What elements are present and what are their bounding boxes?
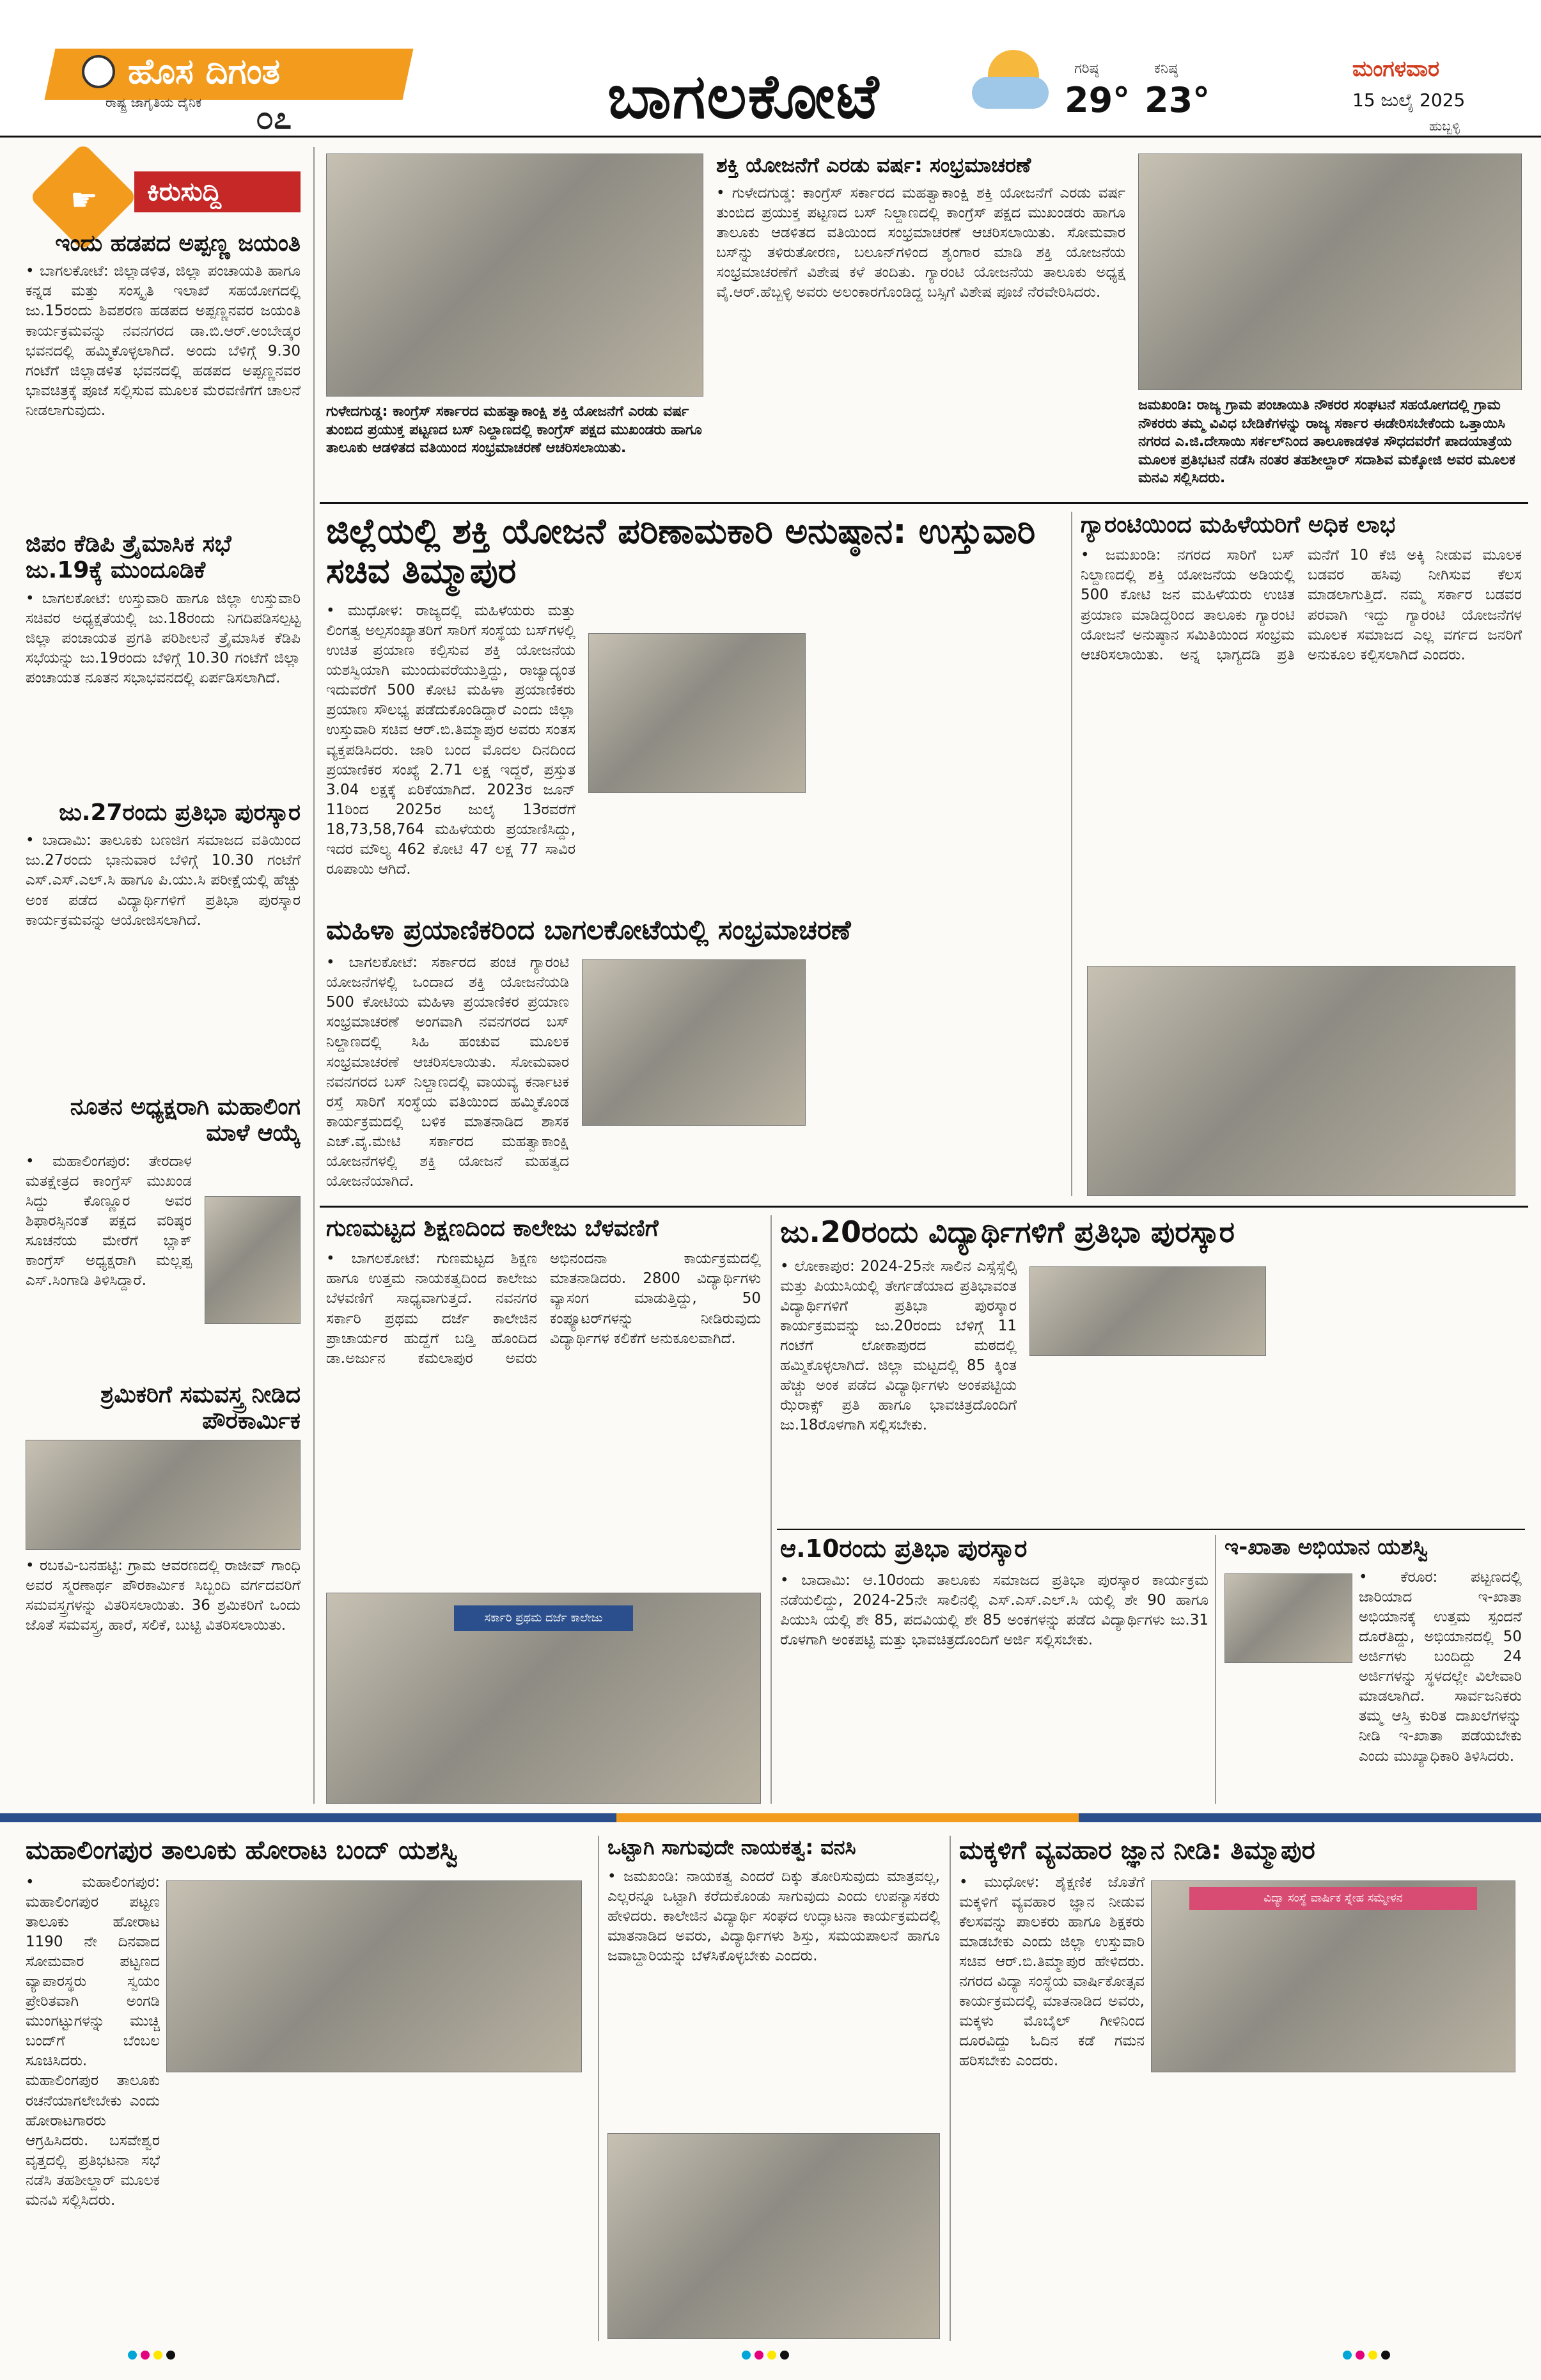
brief-body: • ಬಾಗಲಕೋಟೆ: ಉಸ್ತುವಾರಿ ಹಾಗೂ ಜಿಲ್ಲಾ ಉಸ್ತುವಾರಿ ಸಚಿವರ ಅಧ್ಯಕ್ಷತೆಯಲ್ಲಿ ಜು.18ರಂದು ನಿಗದಿಪಡಿಸಲ್ಪಟ್ಟ ಜಿಲ್ಲಾ ಪಂಚಾಯತ ಪ್ರಗತಿ ಪರಿಶೀಲನೆ ತ್ರೈಮಾಸಿಕ ಕೆಡಿಪಿ ಸಭೆಯನ್ನು ಜು.19ರಂದು ಬೆಳಿಗ್ಗೆ 10.30 ಗಂಟೆಗೆ ಜಿಲ್ಲಾ ಪಂಚಾಯತ ನೂತನ ಸಭಾಭವನದಲ್ಲಿ ಏರ್ಪಡಿಸಲಾಗಿದೆ.	[26, 590, 301, 686]
min-temp: 23°	[1145, 80, 1210, 120]
logo-emblem	[82, 55, 115, 88]
print-place: ಹುಬ್ಬಳ್ಳಿ	[1429, 118, 1460, 134]
section-rule	[777, 1529, 1525, 1530]
ekhata-photo	[1224, 1573, 1352, 1663]
brief-headline: ಇಂದು ಹಡಪದ ಅಪ್ಪಣ್ಣ ಜಯಂತಿ	[55, 230, 301, 256]
max-temp-label: ಗರಿಷ್ಠ	[1074, 61, 1099, 77]
brief-2	[26, 531, 301, 793]
bandh-protest-photo	[166, 1880, 582, 2072]
column-divider	[598, 1836, 599, 2341]
brief-body: • ರಬಕವಿ-ಬನಹಟ್ಟಿ: ಗ್ರಾಮ ಆವರಣದಲ್ಲಿ ರಾಜೀವ್ ಗಾಂಧಿ ಅವರ ಸ್ಮರಣಾರ್ಥ ಪೌರಕಾರ್ಮಿಕ ಸಿಬ್ಬಂದಿ ವರ್ಗದವರಿಗೆ ಸಮವಸ್ತ್ರಗಳನ್ನು ವಿತರಿಸಲಾಯಿತು. 36 ಶ್ರಮಿಕರಿಗೆ ಒಂದು ಜೊತೆ ಸಮವಸ್ತ್ರ, ಹಾರೆ, ಸಲಿಕೆ, ಬುಟ್ಟಿ ವಿತರಿಸಲಾಯಿತು.	[26, 1557, 301, 1634]
story-body: • ಕೆರೂರ: ಪಟ್ಟಣದಲ್ಲಿ ಜಾರಿಯಾದ ಇ-ಖಾತಾ ಅಭಿಯಾನಕ್ಕೆ ಉತ್ತಮ ಸ್ಪಂದನೆ ದೊರೆತಿದ್ದು, ಅಭಿಯಾನದಲ್ಲಿ 50 ಅರ್ಜಿಗಳು ಬಂದಿದ್ದು 24 ಅರ್ಜಿಗಳನ್ನು ಸ್ಥಳದಲ್ಲೇ ವಿಲೇವಾರಿ ಮಾಡಲಾಗಿದೆ. ಸಾರ್ವಜನಿಕರು ತಮ್ಮ ಆಸ್ತಿ ಕುರಿತ ದಾಖಲೆಗಳನ್ನು ನೀಡಿ ಇ-ಖಾತಾ ಪಡೆಯಬೇಕು ಎಂದು ಮುಖ್ಯಾಧಿಕಾರಿ ತಿಳಿಸಿದರು.	[1359, 1569, 1522, 1765]
uniform-distribution-photo	[26, 1440, 301, 1550]
story-headline: ಗ್ಯಾರಂಟಿಯಿಂದ ಮಹಿಳೆಯರಿಗೆ ಅಧಿಕ ಲಾಭ	[1081, 512, 1396, 538]
story-body: • ಮಹಾಲಿಂಗಪುರ: ಮಹಾಲಿಂಗಪುರ ಪಟ್ಟಣ ತಾಲೂಕು ಹೋರಾಟ 1190 ನೇ ದಿನವಾದ ಸೋಮವಾರ ಪಟ್ಟಣದ ವ್ಯಾಪಾರಸ್ಥರು ಸ್ವಯಂ ಪ್ರೇರಿತವಾಗಿ ಅಂಗಡಿ ಮುಂಗಟ್ಟುಗಳನ್ನು ಮುಚ್ಚಿ ಬಂದ್‌ಗೆ ಬೆಂಬಲ ಸೂಚಿಸಿದರು. ಮಹಾಲಿಂಗಪುರ ತಾಲೂಕು ರಚನೆಯಾಗಲೇಬೇಕು ಎಂದು ಹೋರಾಟಗಾರರು ಆಗ್ರಹಿಸಿದರು. ಬಸವೇಶ್ವರ ವೃತ್ತದಲ್ಲಿ ಪ್ರತಿಭಟನಾ ಸಭೆ ನಡೆಸಿ ತಹಶೀಲ್ದಾರ್ ಮೂಲಕ ಮನವಿ ಸಲ್ಲಿಸಿದರು.	[26, 1874, 160, 2209]
color-bar	[0, 1813, 1541, 1822]
brief-headline: ಶ್ರಮಿಕರಿಗೆ ಸಮವಸ್ತ್ರ ನೀಡಿದ ಪೌರಕಾರ್ಮಿಕ	[100, 1382, 301, 1435]
story-body: • ಜಮಖಂಡಿ: ನಾಯಕತ್ವ ಎಂದರೆ ದಿಕ್ಕು ತೋರಿಸುವುದು ಮಾತ್ರವಲ್ಲ, ಎಲ್ಲರನ್ನೂ ಒಟ್ಟಾಗಿ ಕರೆದುಕೊಂಡು ಸಾಗುವುದು ಎಂದು ಉಪನ್ಯಾಸಕರು ಹೇಳಿದರು. ಕಾಲೇಜಿನ ವಿದ್ಯಾರ್ಥಿ ಸಂಘದ ಉದ್ಘಾಟನಾ ಕಾರ್ಯಕ್ರಮದಲ್ಲಿ ಮಾತನಾಡಿದ ಅವರು, ವಿದ್ಯಾರ್ಥಿಗಳು ಶಿಸ್ತು, ಸಮಯಪಾಲನೆ ಹಾಗೂ ಜವಾಬ್ದಾರಿಯನ್ನು ಬೆಳೆಸಿಕೊಳ್ಳಬೇಕು ಎಂದರು.	[607, 1868, 940, 1964]
column-divider	[1071, 512, 1072, 1196]
story-headline: ಆ.10ರಂದು ಪ್ರತಿಭಾ ಪುರಸ್ಕಾರ	[780, 1535, 1028, 1563]
story-headline: ಗುಣಮಟ್ಟದ ಶಿಕ್ಷಣದಿಂದ ಕಾಲೇಜು ಬೆಳವಣಿಗೆ	[326, 1215, 659, 1241]
lead-body: • ಮುಧೋಳ: ರಾಜ್ಯದಲ್ಲಿ ಮಹಿಳೆಯರು ಮತ್ತು ಲಿಂಗತ್ವ ಅಲ್ಪಸಂಖ್ಯಾತರಿಗೆ ಸಾರಿಗೆ ಸಂಸ್ಥೆಯ ಬಸ್‌ಗಳಲ್ಲಿ ಉಚಿತ ಪ್ರಯಾಣ ಕಲ್ಪಿಸುವ ಶಕ್ತಿ ಯೋಜನೆಯ ಯಶಸ್ವಿಯಾಗಿ ಮುಂದುವರೆಯುತ್ತಿದ್ದು, ರಾಜ್ಯಾದ್ಯಂತ ಇದುವರೆಗೆ 500 ಕೋಟಿ ಮಹಿಳಾ ಪ್ರಯಾಣಿಕರು ಪ್ರಯಾಣ ಸೌಲಭ್ಯ ಪಡೆದುಕೊಂಡಿದ್ದಾರೆ ಎಂದು ಜಿಲ್ಲಾ ಉಸ್ತುವಾರಿ ಸಚಿವ ಆರ್.ಬಿ.ತಿಮ್ಮಾಪುರ ಅವರು ಸಂತಸ ವ್ಯಕ್ತಪಡಿಸಿದರು. ಜಾರಿ ಬಂದ ಮೊದಲ ದಿನದಿಂದ ಪ್ರಯಾಣಿಕರ ಸಂಖ್ಯೆ 2.71 ಲಕ್ಷ ಇದ್ದರೆ, ಪ್ರಸ್ತುತ 3.04 ಲಕ್ಷಕ್ಕೆ ಏರಿಕೆಯಾಗಿದೆ. 2023ರ ಜೂನ್ 11ರಿಂದ 2025ರ ಜುಲೈ 13ರವರೆಗೆ 18,73,58,764 ಮಹಿಳೆಯರು ಪ್ರಯಾಣಿಸಿದ್ದು, ಇದರ ಮೌಲ್ಯ 462 ಕೋಟಿ 47 ಲಕ್ಷ 77 ಸಾವಿರ ರೂಪಾಯಿ ಆಗಿದೆ.	[326, 603, 575, 878]
page-number: ೦೭	[256, 99, 292, 136]
weekday: ಮಂಗಳವಾರ	[1352, 56, 1440, 82]
shakti-bus-photo	[326, 154, 703, 397]
brief-4	[26, 1094, 301, 1375]
story-headline: ಮಹಿಳಾ ಪ್ರಯಾಣಿಕರಿಂದ ಬಾಗಲಕೋಟೆಯಲ್ಲಿ ಸಂಭ್ರಮಾಚರಣೆ	[326, 915, 851, 945]
story-headline: ಮಹಾಲಿಂಗಪುರ ತಾಲೂಕು ಹೋರಾಟ ಬಂದ್ ಯಶಸ್ವಿ	[26, 1836, 458, 1865]
hand-icon: ☛	[70, 182, 98, 218]
column-divider	[1215, 1535, 1216, 1804]
ju20-story	[780, 1215, 1522, 1522]
top-right-caption: ಜಮಖಂಡಿ: ರಾಜ್ಯ ಗ್ರಾಮ ಪಂಚಾಯಿತಿ ನೌಕರರ ಸಂಘಟನೆ ಸಹಯೋಗದಲ್ಲಿ ಗ್ರಾಮ ನೌಕರರು ತಮ್ಮ ವಿವಿಧ ಬೇಡಿಕೆಗಳನ್ನು ರಾಜ್ಯ ಸರ್ಕಾರ ಈಡೇರಿಸಬೇಕೆಂದು ಒತ್ತಾಯಿಸಿ ನಗರದ ಎ.ಜಿ.ದೇಸಾಯಿ ಸರ್ಕಲ್‌ನಿಂದ ತಾಲೂಕಾಡಳಿತ ಸೌಧದವರೆಗೆ ಪಾದಯಾತ್ರೆಯ ಮೂಲಕ ಪ್ರತಿಭಟನೆ ನಡೆಸಿ ನಂತರ ತಹಶೀಲ್ದಾರ್ ಸದಾಶಿವ ಮಕ್ಕೋಜಿ ಅವರ ಮೂಲಕ ಮನವಿ ಸಲ್ಲಿಸಿದರು.	[1138, 397, 1515, 487]
story-body: • ಬಾಗಲಕೋಟೆ: ಸರ್ಕಾರದ ಪಂಚ ಗ್ಯಾರಂಟಿ ಯೋಜನೆಗಳಲ್ಲಿ ಒಂದಾದ ಶಕ್ತಿ ಯೋಜನೆಯಡಿ 500 ಕೋಟಿಯ ಮಹಿಳಾ ಪ್ರಯಾಣಿಕರ ಪ್ರಯಾಣ ಸಂಭ್ರಮಾಚರಣೆ ಅಂಗವಾಗಿ ನವನಗರದ ಬಸ್ ನಿಲ್ದಾಣದಲ್ಲಿ ಸಿಹಿ ಹಂಚುವ ಮೂಲಕ ಸಂಭ್ರಮಾಚರಣೆ ಆಚರಿಸಲಾಯಿತು. ಸೋಮವಾರ ನವನಗರದ ಬಸ್ ನಿಲ್ದಾಣದಲ್ಲಿ ವಾಯವ್ಯ ಕರ್ನಾಟಕ ರಸ್ತೆ ಸಾರಿಗೆ ಸಂಸ್ಥೆಯ ವತಿಯಿಂದ ಹಮ್ಮಿಕೊಂಡ ಕಾರ್ಯಕ್ರಮದಲ್ಲಿ ಬಳಿಕ ಮಾತನಾಡಿದ ಶಾಸಕ ಎಚ್.ವೈ.ಮೇಟಿ ಸರ್ಕಾರದ ಮಹತ್ವಾಕಾಂಕ್ಷಿ ಯೋಜನೆಗಳಲ್ಲಿ ಶಕ್ತಿ ಯೋಜನೆ ಮಹತ್ವದ ಯೋಜನೆಯಾಗಿದೆ.	[326, 954, 569, 1190]
aa10-story	[780, 1535, 1209, 1804]
story-headline: ಇ-ಖಾತಾ ಅಭಿಯಾನ ಯಶಸ್ವಿ	[1224, 1535, 1428, 1560]
students-photo	[1029, 1266, 1266, 1356]
protest-photo	[1138, 154, 1522, 390]
guarantee-story	[1081, 512, 1522, 959]
top-left-caption: ಗುಳೇದಗುಡ್ಡ: ಕಾಂಗ್ರೆಸ್ ಸರ್ಕಾರದ ಮಹತ್ವಾಕಾಂಕ್ಷಿ ಶಕ್ತಿ ಯೋಜನೆಗೆ ಎರಡು ವರ್ಷ ತುಂಬಿದ ಪ್ರಯುಕ್ತ ಪಟ್ಟಣದ ಬಸ್ ನಿಲ್ದಾಣದಲ್ಲಿ ಕಾಂಗ್ರೆಸ್ ಪಕ್ಷದ ಮುಖಂಡರು ಹಾಗೂ ತಾಲೂಕು ಆಡಳಿತದ ವತಿಯಿಂದ ಸಂಭ್ರಮಾಚರಣೆ ಆಚರಿಸಲಾಯಿತು.	[326, 404, 702, 457]
story-headline: ಒಟ್ಟಾಗಿ ಸಾಗುವುದೇ ನಾಯಕತ್ವ: ವನಸಿ	[607, 1836, 856, 1859]
brief-3	[26, 800, 301, 1087]
minister-bus-photo	[588, 633, 806, 793]
gunamattada-story	[326, 1215, 761, 1586]
story-headline: ಮಕ್ಕಳಿಗೆ ವ್ಯವಹಾರ ಜ್ಞಾನ ನೀಡಿ: ತಿಮ್ಮಾಪುರ	[959, 1836, 1315, 1865]
mahila-prayana-story	[326, 915, 1061, 1196]
newspaper-tagline: ರಾಷ್ಟ್ರ ಜಾಗೃತಿಯ ದೈನಿಕ	[106, 95, 202, 110]
shakti-two-years-story	[716, 154, 1125, 493]
registration-marks	[742, 2351, 799, 2363]
story-body: • ಬಾದಾಮಿ: ಆ.10ರಂದು ತಾಲೂಕು ಸಮಾಜದ ಪ್ರತಿಭಾ ಪುರಸ್ಕಾರ ಕಾರ್ಯಕ್ರಮ ನಡೆಯಲಿದ್ದು, 2024-25ನೇ ಸಾಲಿನಲ್ಲಿ ಎಸ್.ಎಸ್.ಎಲ್.ಸಿ ಯಲ್ಲಿ ಶೇ 90 ಹಾಗೂ ಪಿಯುಸಿ ಯಲ್ಲಿ ಶೇ 85, ಪದವಿಯಲ್ಲಿ ಶೇ 85 ಅಂಕಗಳನ್ನು ಪಡೆದ ವಿದ್ಯಾರ್ಥಿಗಳು ಜು.31 ರೊಳಗಾಗಿ ಅಂಕಪಟ್ಟಿ ಮತ್ತು ಭಾವಚಿತ್ರದೊಂದಿಗೆ ಅರ್ಜಿ ಸಲ್ಲಿಸಬೇಕು.	[780, 1572, 1209, 1648]
section-rule	[320, 502, 1528, 504]
story-body: • ಗುಳೇದಗುಡ್ಡ: ಕಾಂಗ್ರೆಸ್ ಸರ್ಕಾರದ ಮಹತ್ವಾಕಾಂಕ್ಷಿ ಶಕ್ತಿ ಯೋಜನೆಗೆ ಎರಡು ವರ್ಷ ತುಂಬಿದ ಪ್ರಯುಕ್ತ ಪಟ್ಟಣದ ಬಸ್ ನಿಲ್ದಾಣದಲ್ಲಿ ಕಾಂಗ್ರೆಸ್ ಪಕ್ಷದ ಮುಖಂಡರು ಹಾಗೂ ತಾಲೂಕು ಆಡಳಿತದ ವತಿಯಿಂದ ಸಂಭ್ರಮಾಚರಣೆ ಆಚರಿಸಲಾಯಿತು. ಸೋಮವಾರ ಬಸ್‌ನ್ನು ತಳಿರುತೋರಣ, ಬಲೂನ್‌ಗಳಿಂದ ಶೃಂಗಾರ ಮಾಡಿ ಶಕ್ತಿ ಯೋಜನೆಯ ಸಂಭ್ರಮಾಚರಣೆಗೆ ವಿಶೇಷ ಕಳೆ ತಂದಿತು. ಗ್ಯಾರಂಟಿ ಯೋಜನೆಯ ತಾಲೂಕು ಅಧ್ಯಕ್ಷ ವೈ.ಆರ್.ಹೆಬ್ಬಳ್ಳಿ ಅವರು ಅಲಂಕಾರಗೊಂಡಿದ್ದ ಬಸ್ಸಿಗೆ ವಿಶೇಷ ಪೂಜೆ ನೆರವೇರಿಸಿದರು.	[716, 184, 1125, 301]
stage-banner: ವಿದ್ಯಾ ಸಂಸ್ಥೆ ವಾರ್ಷಿಕ ಸ್ನೇಹ ಸಮ್ಮೇಳನ	[1189, 1887, 1477, 1910]
brief-headline: ಜಿಪಂ ಕೆಡಿಪಿ ತ್ರೈಮಾಸಿಕ ಸಭೆ ಜು.19ಕ್ಕೆ ಮುಂದೂಡಿಕೆ	[26, 531, 231, 584]
column-divider	[950, 1836, 951, 2341]
masthead	[0, 0, 1541, 138]
brief-headline: ಜು.27ರಂದು ಪ್ರತಿಭಾ ಪುರಸ್ಕಾರ	[59, 800, 301, 826]
newspaper-logo: ಹೊಸ ದಿಗಂತ	[128, 51, 281, 91]
brief-body: • ಬಾಗಲಕೋಟೆ: ಜಿಲ್ಲಾಡಳಿತ, ಜಿಲ್ಲಾ ಪಂಚಾಯತಿ ಹಾಗೂ ಕನ್ನಡ ಮತ್ತು ಸಂಸ್ಕೃತಿ ಇಲಾಖೆ ಸಹಯೋಗದಲ್ಲಿ ಜು.15ರಂದು ಶಿವಶರಣ ಹಡಪದ ಅಪ್ಪಣ್ಣನವರ ಜಯಂತಿ ಕಾರ್ಯಕ್ರಮವನ್ನು ನವನಗರದ ಡಾ.ಬಿ.ಆರ್.ಅಂಬೇಡ್ಕರ ಭವನದಲ್ಲಿ ಹಮ್ಮಿಕೊಳ್ಳಲಾಗಿದೆ. ಅಂದು ಬೆಳಿಗ್ಗೆ 9.30 ಗಂಟೆಗೆ ಜಿಲ್ಲಾಡಳಿತ ಭವನದಲ್ಲಿ ಹಡಪದ ಅಪ್ಪಣ್ಣನವರ ಭಾವಚಿತ್ರಕ್ಕೆ ಪೂಜೆ ಸಲ್ಲಿಸುವ ಮೂಲಕ ಮೆರವಣಿಗೆಗೆ ಚಾಲನೆ ನೀಡಲಾಗುವುದು.	[26, 263, 301, 419]
mla-sweets-photo	[582, 959, 806, 1126]
portrait-photo	[205, 1196, 301, 1324]
story-headline: ಶಕ್ತಿ ಯೋಜನೆಗೆ ಎರಡು ವರ್ಷ: ಸಂಭ್ರಮಾಚರಣೆ	[716, 154, 1031, 177]
column-divider	[770, 1215, 772, 1804]
brief-1	[26, 230, 301, 524]
story-body: • ಮುಧೋಳ: ಶೈಕ್ಷಣಿಕ ಜೊತೆಗೆ ಮಕ್ಕಳಿಗೆ ವ್ಯವಹಾರ ಜ್ಞಾನ ನೀಡುವ ಕೆಲಸವನ್ನು ಪಾಲಕರು ಹಾಗೂ ಶಿಕ್ಷಕರು ಮಾಡಬೇಕು ಎಂದು ಜಿಲ್ಲಾ ಉಸ್ತುವಾರಿ ಸಚಿವ ಆರ್.ಬಿ.ತಿಮ್ಮಾಪುರ ಹೇಳಿದರು. ನಗರದ ವಿದ್ಯಾ ಸಂಸ್ಥೆಯ ವಾರ್ಷಿಕೋತ್ಸವ ಕಾರ್ಯಕ್ರಮದಲ್ಲಿ ಮಾತನಾಡಿದ ಅವರು, ಮಕ್ಕಳು ಮೊಬೈಲ್ ಗೀಳಿನಿಂದ ದೂರವಿದ್ದು ಓದಿನ ಕಡೆ ಗಮನ ಹರಿಸಬೇಕು ಎಂದರು.	[959, 1874, 1145, 2070]
shakti-lead-story	[326, 512, 1061, 908]
story-body: • ಲೋಕಾಪುರ: 2024-25ನೇ ಸಾಲಿನ ಎಸ್ಸೆಸ್ಸೆಲ್ಸಿ ಮತ್ತು ಪಿಯುಸಿಯಲ್ಲಿ ತೇರ್ಗಡೆಯಾದ ಪ್ರತಿಭಾವಂತ ವಿದ್ಯಾರ್ಥಿಗಳಿಗೆ ಪ್ರತಿಭಾ ಪುರಸ್ಕಾರ ಕಾರ್ಯಕ್ರಮವನ್ನು ಜು.20ರಂದು ಬೆಳಿಗ್ಗೆ 11 ಗಂಟೆಗೆ ಲೋಕಾಪುರದ ಮಠದಲ್ಲಿ ಹಮ್ಮಿಕೊಳ್ಳಲಾಗಿದೆ. ಜಿಲ್ಲಾ ಮಟ್ಟದಲ್ಲಿ 85 ಕ್ಕಿಂತ ಹೆಚ್ಚು ಅಂಕ ಪಡೆದ ವಿದ್ಯಾರ್ಥಿಗಳು ಅಂಕಪಟ್ಟಿಯ ಝೆರಾಕ್ಸ್ ಪ್ರತಿ ಹಾಗೂ ಭಾವಚಿತ್ರದೊಂದಿಗೆ ಜು.18ರೊಳಗಾಗಿ ಸಲ್ಲಿಸಬೇಕು.	[780, 1257, 1017, 1434]
registration-marks	[128, 2351, 185, 2363]
brief-body: • ಮಹಾಲಿಂಗಪುರ: ತೇರದಾಳ ಮತಕ್ಷೇತ್ರದ ಕಾಂಗ್ರೆಸ್ ಮುಖಂಡ ಸಿದ್ದು ಕೊಣ್ಣೂರ ಅವರ ಶಿಫಾರಸ್ಸಿನಂತೆ ಪಕ್ಷದ ವರಿಷ್ಠರ ಸೂಚನೆಯ ಮೇರೆಗೆ ಬ್ಲಾಕ್ ಕಾಂಗ್ರೆಸ್ ಅಧ್ಯಕ್ಷರಾಗಿ ಮಲ್ಲಪ್ಪ ಎಸ್.ಸಿಂಗಾಡಿ ತಿಳಿಸಿದ್ದಾರೆ.	[26, 1153, 192, 1289]
leadership-event-photo	[607, 2133, 940, 2339]
ekhata-story	[1224, 1535, 1522, 1804]
bandh-story	[26, 1836, 588, 2341]
column-divider	[313, 147, 315, 1804]
registration-marks	[1343, 2351, 1400, 2363]
min-temp-label: ಕನಿಷ್ಠ	[1154, 61, 1178, 77]
brief-headline: ನೂತನ ಅಧ್ಯಕ್ಷರಾಗಿ ಮಹಾಲಿಂಗ ಮಾಳೆ ಆಯ್ಕೆ	[70, 1094, 301, 1147]
section-rule	[320, 1206, 1528, 1208]
brief-5	[26, 1382, 301, 1804]
weather-cloud-icon	[972, 77, 1049, 109]
max-temp: 29°	[1065, 80, 1130, 120]
lead-headline: ಜಿಲ್ಲೆಯಲ್ಲಿ ಶಕ್ತಿ ಯೋಜನೆ ಪರಿಣಾಮಕಾರಿ ಅನುಷ್ಠಾನ: ಉಸ್ತುವಾರಿ ಸಚಿವ ತಿಮ್ಮಾಪುರ	[326, 512, 1036, 592]
story-body: • ಜಮಖಂಡಿ: ನಗರದ ಸಾರಿಗೆ ಬಸ್ ನಿಲ್ದಾಣದಲ್ಲಿ ಶಕ್ತಿ ಯೋಜನೆಯ ಅಡಿಯಲ್ಲಿ 500 ಕೋಟಿ ಜನ ಮಹಿಳೆಯರು ಉಚಿತ ಪ್ರಯಾಣ ಮಾಡಿದ್ದರಿಂದ ತಾಲೂಕು ಗ್ಯಾರಂಟಿ ಯೋಜನೆ ಅನುಷ್ಠಾನ ಸಮಿತಿಯಿಂದ ಸಂಭ್ರಮ ಆಚರಿಸಲಾಯಿತು. ಅನ್ನ ಭಾಗ್ಯದಡಿ ಪ್ರತಿ ಮನೆಗೆ 10 ಕೆಜಿ ಅಕ್ಕಿ ನೀಡುವ ಮೂಲಕ ಬಡವರ ಹಸಿವು ನೀಗಿಸುವ ಕೆಲಸ ಮಾಡಲಾಗುತ್ತಿದೆ. ನಮ್ಮ ಸರ್ಕಾರ ಬಡವರ ಪರವಾಗಿ ಇದ್ದು ಗ್ಯಾರಂಟಿ ಯೋಜನೆಗಳ ಮೂಲಕ ಸಮಾಜದ ಎಲ್ಲ ವರ್ಗದ ಜನರಿಗೆ ಅನುಕೂಲ ಕಲ್ಪಿಸಲಾಗಿದೆ ಎಂದರು.	[1081, 547, 1522, 663]
photo-banner: ಸರ್ಕಾರಿ ಪ್ರಥಮ ದರ್ಜೆ ಕಾಲೇಜು	[454, 1605, 633, 1631]
issue-date: 15 ಜುಲೈ 2025	[1352, 90, 1466, 111]
brief-body: • ಬಾದಾಮಿ: ತಾಲೂಕು ಬಣಜಿಗ ಸಮಾಜದ ವತಿಯಿಂದ ಜು.27ರಂದು ಭಾನುವಾರ ಬೆಳಿಗ್ಗೆ 10.30 ಗಂಟೆಗೆ ಎಸ್.ಎಸ್.ಎಲ್.ಸಿ ಹಾಗೂ ಪಿ.ಯು.ಸಿ ಪರೀಕ್ಷೆಯಲ್ಲಿ ಹೆಚ್ಚು ಅಂಕ ಪಡೆದ ವಿದ್ಯಾರ್ಥಿಗಳಿಗೆ ಪ್ರತಿಭಾ ಪುರಸ್ಕಾರ ಕಾರ್ಯಕ್ರಮವನ್ನು ಆಯೋಜಿಸಲಾಗಿದೆ.	[26, 832, 301, 929]
ottagi-story	[607, 1836, 940, 2341]
kirusuddi-label: ಕಿರುಸುದ್ದಿ	[134, 171, 301, 212]
vyavahara-story	[959, 1836, 1522, 2341]
story-headline: ಜು.20ರಂದು ವಿದ್ಯಾರ್ಥಿಗಳಿಗೆ ಪ್ರತಿಭಾ ಪುರಸ್ಕಾರ	[780, 1215, 1235, 1249]
edition-city: ಬಾಗಲಕೋಟೆ	[607, 61, 880, 132]
story-body: • ಬಾಗಲಕೋಟೆ: ಗುಣಮಟ್ಟದ ಶಿಕ್ಷಣ ಹಾಗೂ ಉತ್ತಮ ನಾಯಕತ್ವದಿಂದ ಕಾಲೇಜು ಬೆಳವಣಿಗೆ ಸಾಧ್ಯವಾಗುತ್ತದೆ. ನವನಗರ ಸರ್ಕಾರಿ ಪ್ರಥಮ ದರ್ಜೆ ಕಾಲೇಜಿನ ಪ್ರಾಚಾರ್ಯರ ಹುದ್ದೆಗೆ ಬಡ್ತಿ ಹೊಂದಿದ ಡಾ.ಅರ್ಜುನ ಕಮಲಾಪುರ ಅವರು ಅಭಿನಂದನಾ ಕಾರ್ಯಕ್ರಮದಲ್ಲಿ ಮಾತನಾಡಿದರು. 2800 ವಿದ್ಯಾರ್ಥಿಗಳು ವ್ಯಾಸಂಗ ಮಾಡುತ್ತಿದ್ದು, 50 ಕಂಪ್ಯೂಟರ್‌ಗಳನ್ನು ನೀಡಿರುವುದು ವಿದ್ಯಾರ್ಥಿಗಳ ಕಲಿಕೆಗೆ ಅನುಕೂಲವಾಗಿದೆ.	[326, 1250, 761, 1367]
guarantee-celebration-photo	[1087, 966, 1515, 1196]
